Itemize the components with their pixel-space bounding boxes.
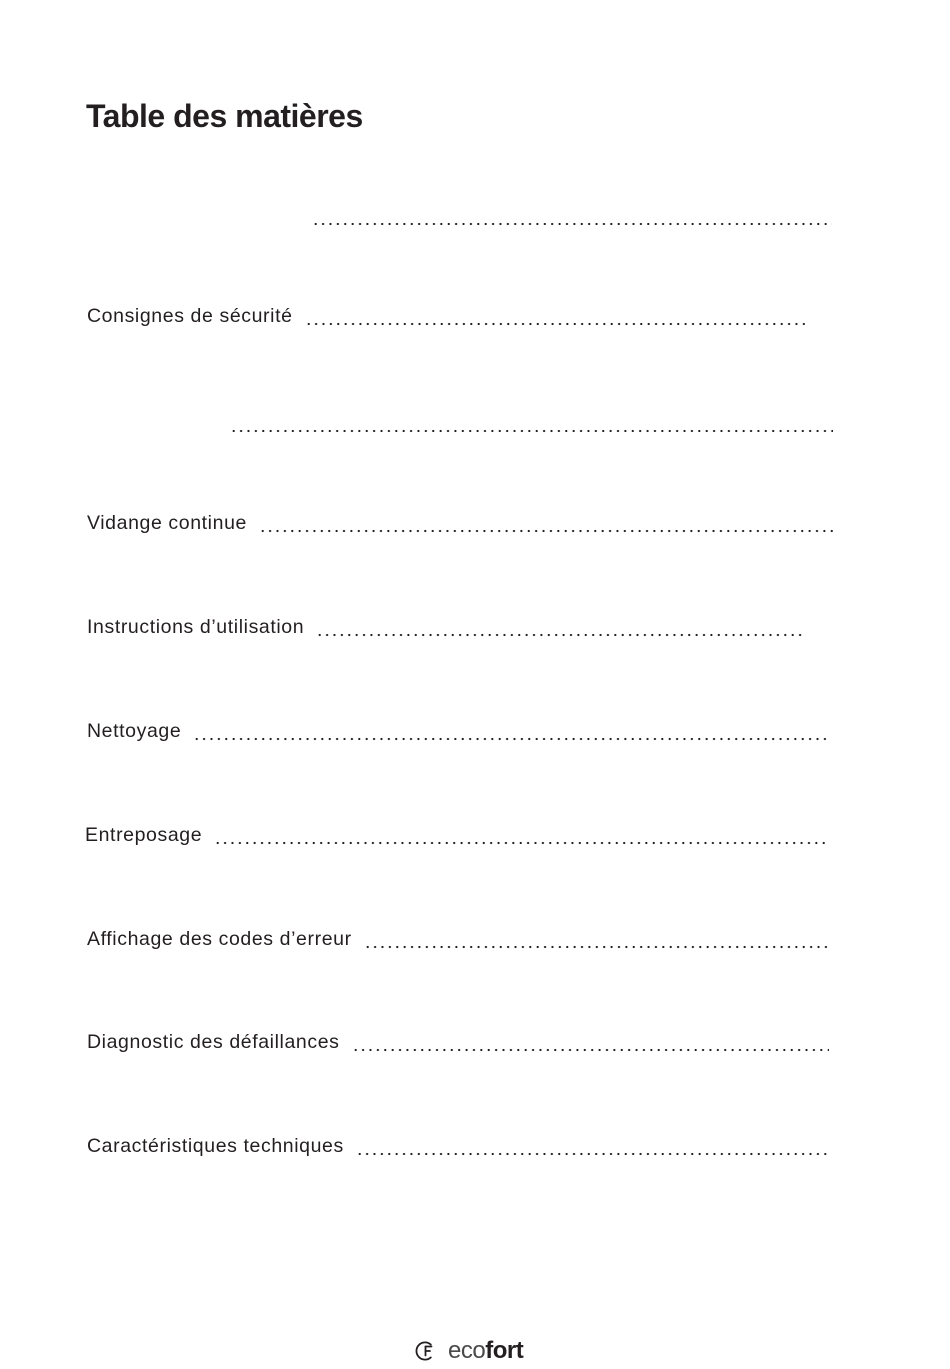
brand-logo xyxy=(414,1336,523,1366)
toc-entry-caracteristiques-techniques xyxy=(87,1135,827,1165)
toc-entry-label: Affichage des codes d’erreur xyxy=(87,928,352,950)
toc-dot-leader xyxy=(356,1149,827,1159)
toc-dot-leader xyxy=(352,1045,829,1055)
toc-entry-label: Caractéristiques techniques xyxy=(87,1135,344,1157)
toc-dot-leader xyxy=(316,630,805,640)
toc-dot-leader xyxy=(214,838,828,848)
toc-entry-instructions-d-utilisation xyxy=(87,616,805,646)
brand-wordmark xyxy=(448,1339,523,1363)
toc-entry xyxy=(312,205,832,235)
toc-dot-leader xyxy=(305,319,805,329)
toc-entry-consignes-de-securite xyxy=(87,305,805,335)
toc-entry-diagnostic-des-defaillances xyxy=(87,1031,829,1061)
toc-dot-leader xyxy=(312,219,832,229)
toc-entry-label: Consignes de sécurité xyxy=(87,305,293,327)
brand-wordmark-suffix: fort xyxy=(485,1337,524,1364)
toc-dot-leader xyxy=(193,734,828,744)
brand-wordmark-prefix: eco xyxy=(448,1337,486,1364)
toc-dot-leader xyxy=(259,526,835,536)
toc-entry-label: Vidange continue xyxy=(87,512,247,534)
toc-dot-leader xyxy=(230,426,833,436)
ecofort-logo-icon xyxy=(414,1340,436,1362)
toc-entry-entreposage xyxy=(85,824,828,854)
toc-entry-label: Entreposage xyxy=(85,824,203,846)
toc-entry-affichage-des-codes-d-erreur xyxy=(87,928,832,958)
toc-entry-vidange-continue xyxy=(87,512,835,542)
page-title: Table des matières xyxy=(86,98,363,134)
toc-entry xyxy=(230,412,833,442)
toc-entry-label: Diagnostic des défaillances xyxy=(87,1031,340,1053)
toc-entry-nettoyage xyxy=(87,720,828,750)
toc-entry-label: Nettoyage xyxy=(87,720,182,742)
toc-entry-label: Instructions d’utilisation xyxy=(87,616,305,638)
toc-dot-leader xyxy=(364,942,832,952)
